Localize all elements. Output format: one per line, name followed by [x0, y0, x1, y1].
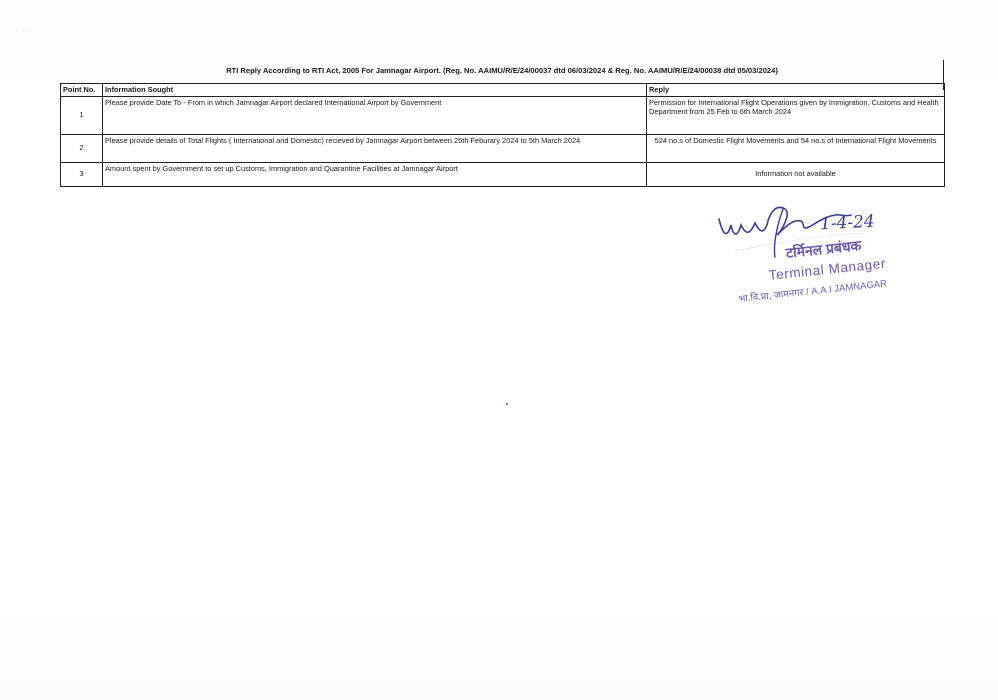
- reply-cell: 524 no.s of Domestic Flight Movements and 54 no.s of International Flight Movements: [647, 134, 945, 162]
- header-reply: Reply: [647, 84, 945, 97]
- table-row: [61, 134, 945, 162]
- document-title: RTI Reply According to RTI Act, 2005 For Jamnagar Airport. (Reg. No. AAIMU/R/E/24/00037 dtd 06/03/2024 & Reg. No. AAIMU/R/E/24/00038 dtd 05/03/2024): [226, 66, 778, 75]
- reply-cell: Permission for International Flight Operations given by Immigration, Customs and Health Department from 25 Feb to 6th March 2024: [647, 96, 945, 134]
- information-sought-cell: Please provide Date To - From in which Jamnagar Airport declared International Airport by Government: [103, 96, 647, 134]
- scan-speck: · ·: [22, 28, 28, 34]
- scan-dot: [506, 403, 508, 405]
- signature-date: 1-4-24: [819, 211, 876, 235]
- point-number: 1: [61, 96, 103, 134]
- table-header-row: [61, 84, 945, 97]
- stamp-organisation: भा.वि.प्रा, जामनगर / A.A.I JAMNAGAR: [738, 278, 888, 305]
- rti-reply-table: [60, 83, 945, 187]
- information-sought-cell: Amount spent by Government to set up Customs, Immigration and Quarantine Facilities at Jamnagar Airport: [103, 162, 647, 186]
- header-point-no: Point No.: [61, 84, 103, 97]
- table-row: [61, 162, 945, 186]
- point-number: 3: [61, 162, 103, 186]
- information-sought-cell: Please provide details of Total Flights ( International and Domestic) recieved by Jamnagar Airport between 25th Feburary 2024 to 5th March 2024: [103, 134, 647, 162]
- point-number: 2: [61, 134, 103, 162]
- stamp-hindi-title: टर्मिनल प्रबंधक: [785, 237, 862, 261]
- reply-cell: Information not available: [647, 162, 945, 186]
- table-row: [61, 96, 945, 134]
- header-information-sought: Information Sought: [103, 84, 647, 97]
- stamp-english-title: Terminal Manager: [768, 255, 887, 283]
